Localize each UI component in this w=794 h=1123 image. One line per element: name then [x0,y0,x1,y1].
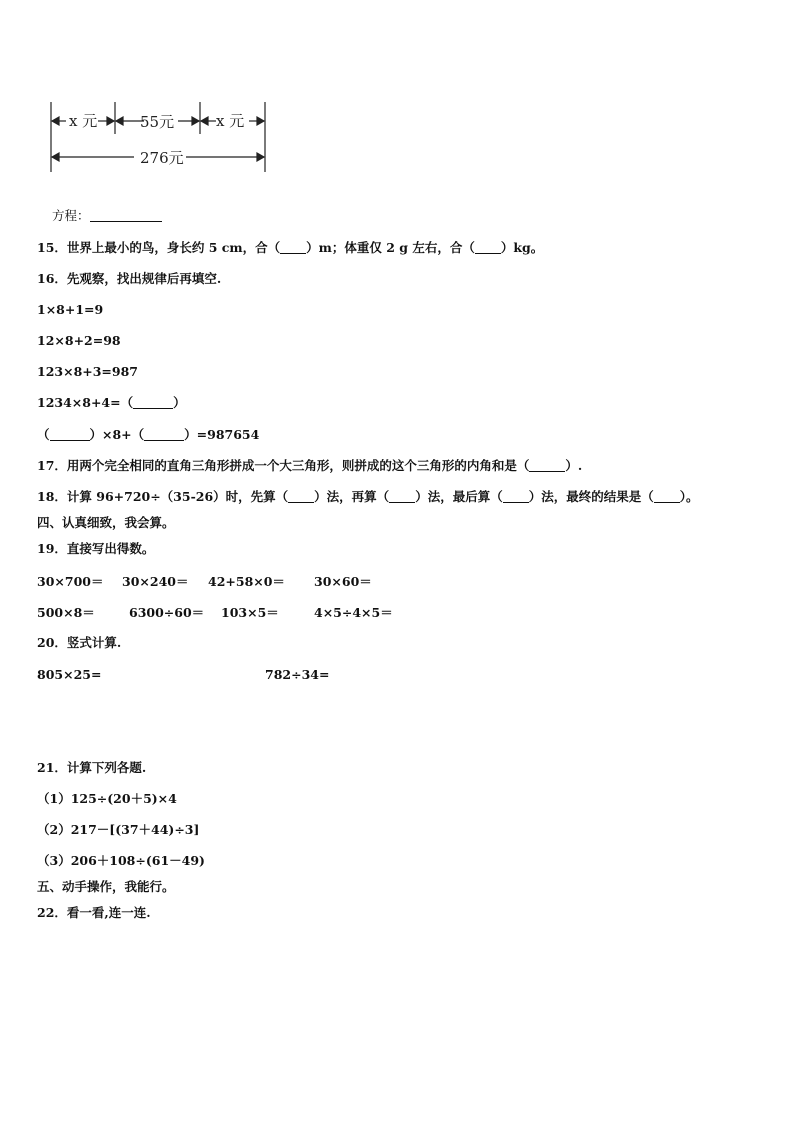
q19-item: 30×60＝ [314,574,372,589]
question-21-title: 21．计算下列各题. [37,760,147,775]
q15-blank-m[interactable] [280,241,306,254]
q16-eq5: （ ）×8+（ ）=987654 [37,427,260,442]
q19-item: 30×700＝ [37,574,104,589]
q16-eq2: 12×8+2=98 [37,333,121,348]
q19-item: 42+58×0＝ [208,574,285,589]
q18-blank-4[interactable] [654,490,680,503]
section-5-heading: 五、动手操作，我能行。 [37,879,175,894]
q21-item: （1）125÷(20＋5)×4 [37,791,177,806]
q16-eq3: 123×8+3=987 [37,364,139,379]
question-22-title: 22．看一看,连一连. [37,905,151,920]
question-16-title: 16．先观察，找出规律后再填空. [37,271,222,286]
diagram-label-total: 276元 [140,149,184,167]
q20-item: 805×25= [37,667,102,682]
q16-blank-3[interactable] [144,428,184,441]
q21-item: （3）206＋108÷(61－49) [37,853,205,868]
diagram-label-left: x 元 [69,112,98,130]
q17-blank[interactable] [529,459,565,472]
segment-diagram [44,100,284,180]
q19-item: 500×8＝ [37,605,95,620]
q16-eq4: 1234×8+4=（ ） [37,395,186,410]
q19-item: 30×240＝ [122,574,189,589]
diagram-label-right: x 元 [216,112,245,130]
question-19-title: 19．直接写出得数。 [37,541,155,556]
q18-blank-1[interactable] [288,490,314,503]
q18-blank-2[interactable] [389,490,415,503]
q19-item: 4×5÷4×5＝ [314,605,393,620]
q16-blank-1[interactable] [133,396,173,409]
question-17: 17．用两个完全相同的直角三角形拼成一个大三角形，则拼成的这个三角形的内角和是（ ）. [37,458,583,473]
q19-item: 6300÷60＝ [129,605,205,620]
question-15: 15．世界上最小的鸟，身长约 5 cm，合（ ）m；体重仅 2 g 左右，合（ ）kg。 [37,240,544,255]
q21-item: （2）217－[(37＋44)÷3] [37,822,200,837]
question-20-title: 20．竖式计算. [37,635,122,650]
diagram-label-mid: 55元 [140,113,175,131]
equation-label: 方程： [52,208,90,223]
q15-blank-kg[interactable] [475,241,501,254]
question-18: 18．计算 96+720÷（35-26）时，先算（ ）法，再算（ ）法，最后算（ ）法，最终的结果是（ ）。 [37,489,699,504]
q20-item: 782÷34= [265,667,330,682]
equation-blank[interactable] [90,209,162,222]
q16-blank-2[interactable] [50,428,90,441]
q18-blank-3[interactable] [503,490,529,503]
equation-line [52,208,162,224]
section-4-heading: 四、认真细致，我会算。 [37,515,175,530]
q19-item: 103×5＝ [221,605,279,620]
q16-eq1: 1×8+1=9 [37,302,104,317]
